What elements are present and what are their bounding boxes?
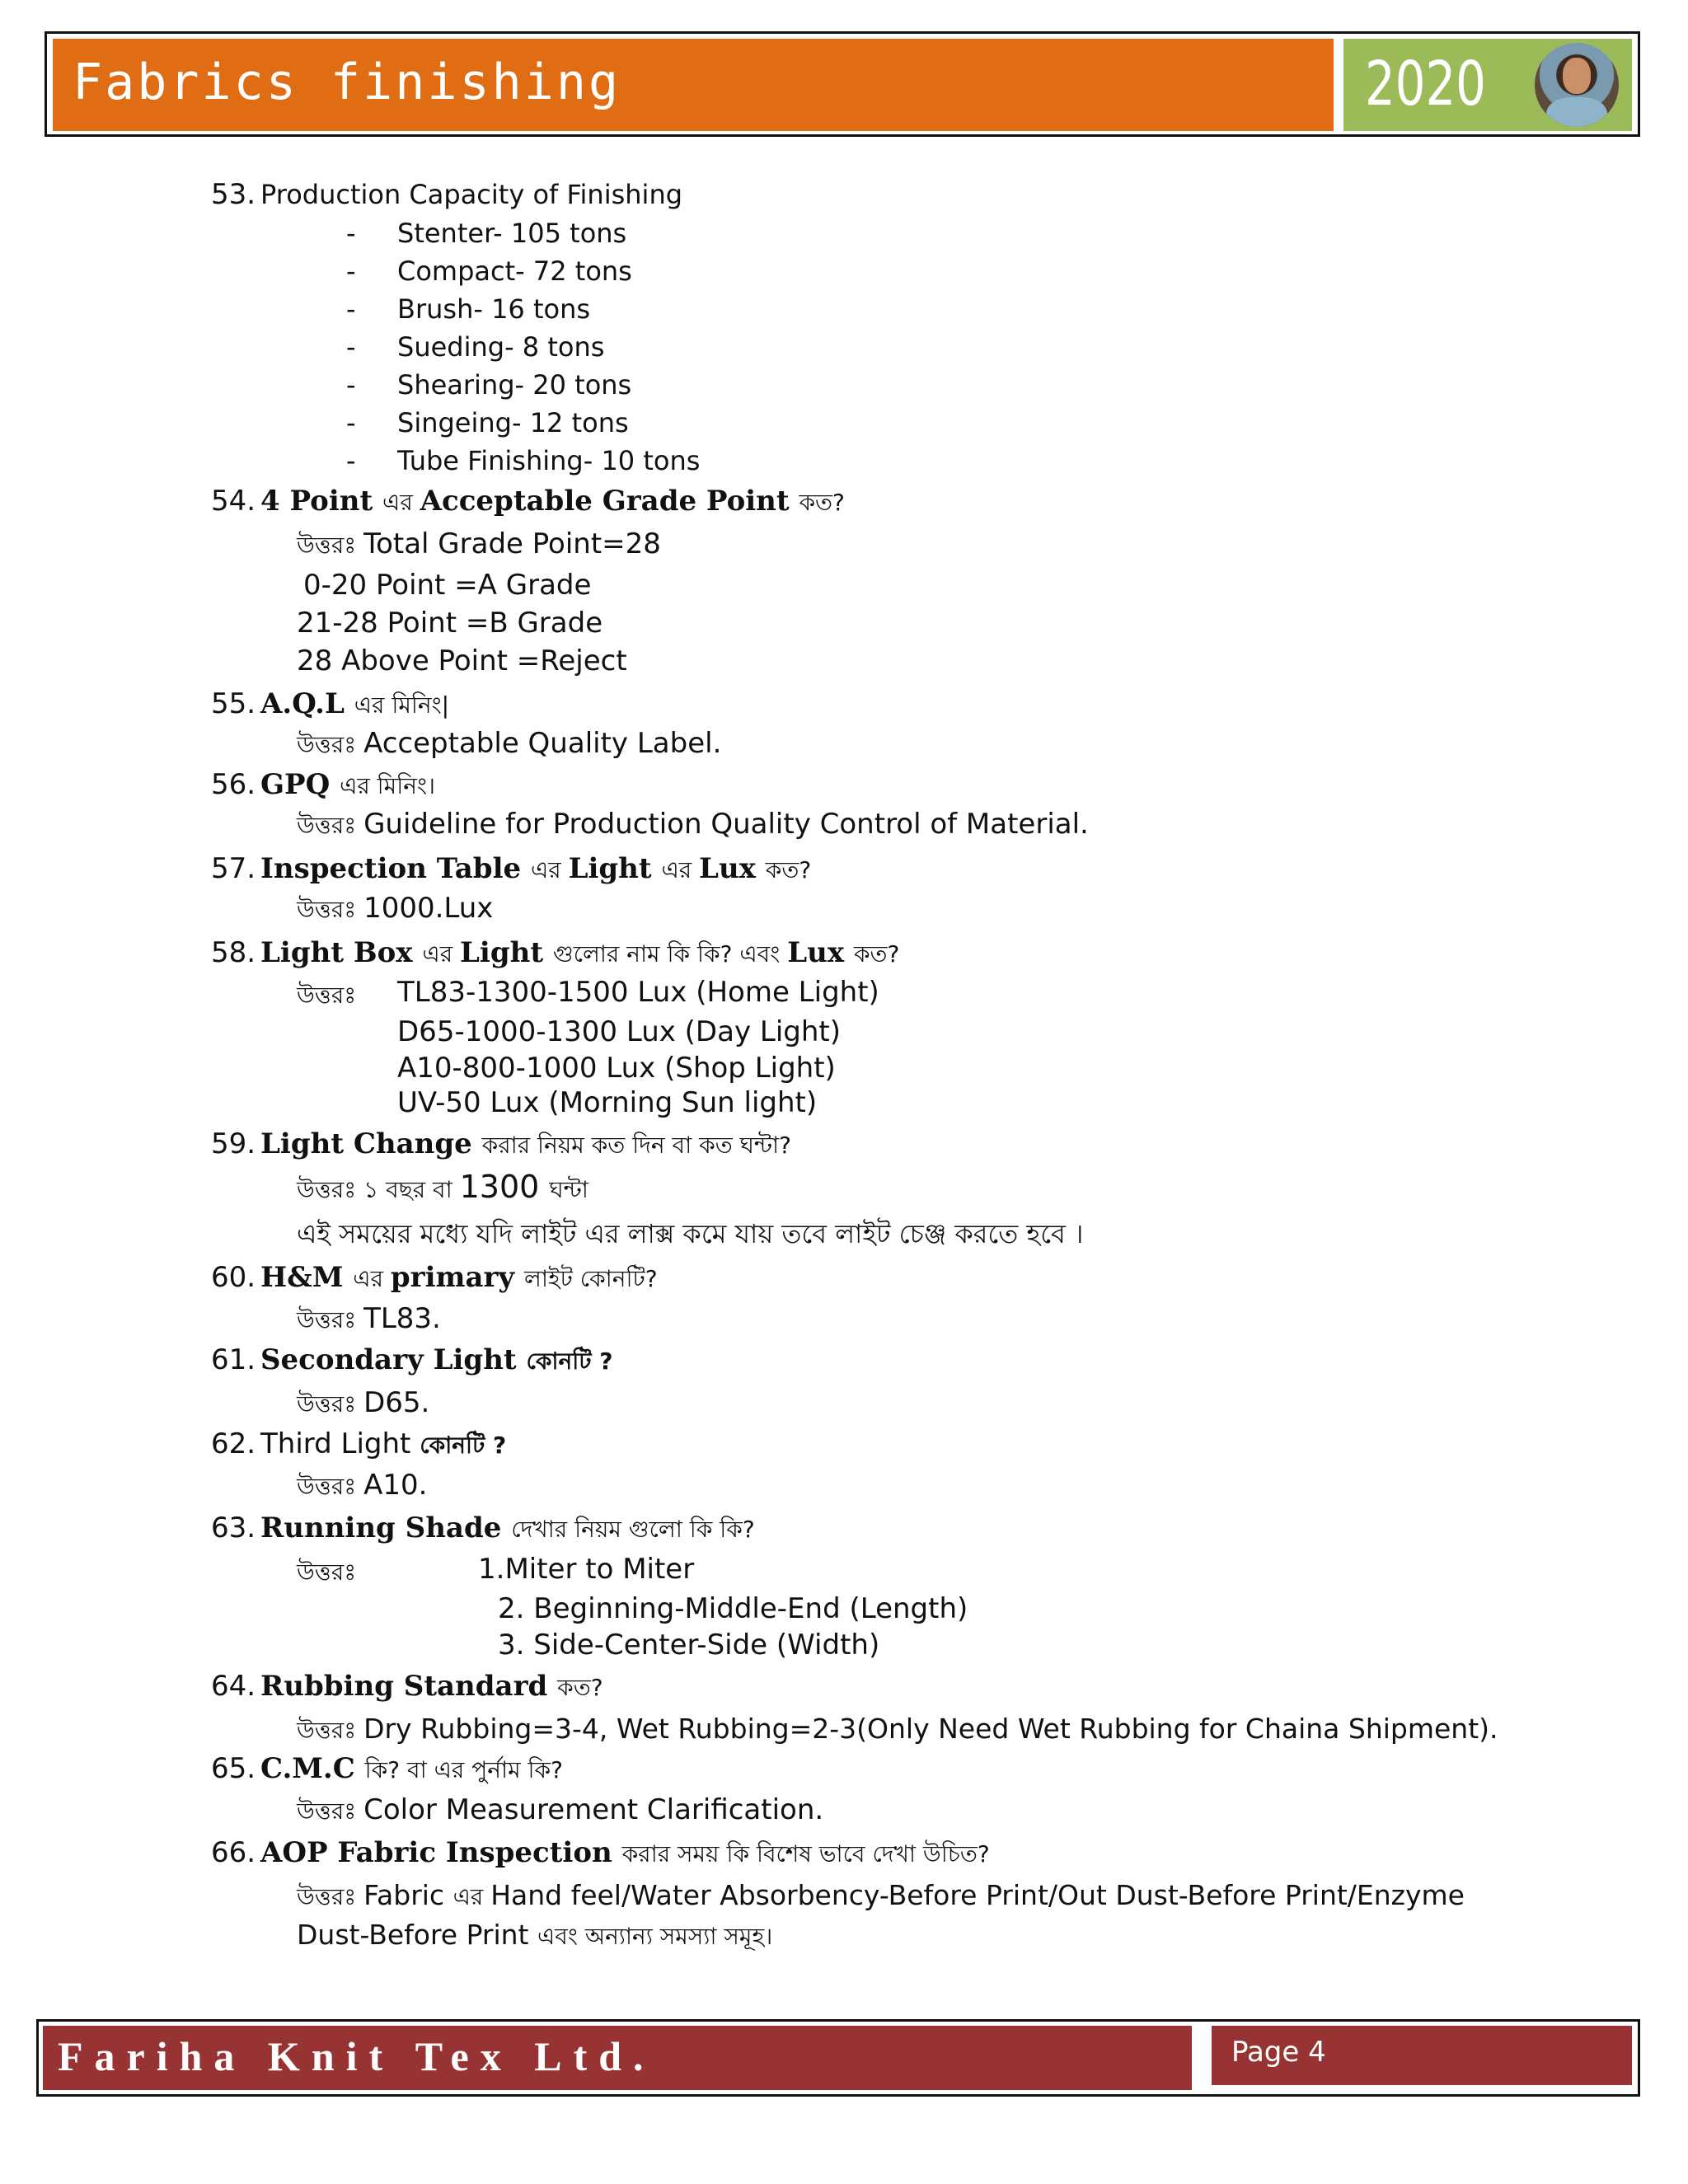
answer-line: TL83-1300-1500 Lux (Home Light) bbox=[397, 976, 879, 1009]
list-item: Stenter- 105 tons bbox=[397, 218, 627, 249]
question-56: 56. GPQ এর মিনিং। bbox=[211, 768, 436, 801]
list-dash: - bbox=[346, 218, 356, 249]
list-dash: - bbox=[346, 407, 356, 438]
answer-line: 28 Above Point =Reject bbox=[297, 644, 627, 677]
question-58: 58. Light Box এর Light গুলোর নাম কি কি? এবং Lux কত? bbox=[211, 936, 900, 969]
list-item: Brush- 16 tons bbox=[397, 293, 591, 325]
answer-58-label: উত্তরঃ bbox=[297, 982, 357, 1009]
list-dash: - bbox=[346, 445, 356, 476]
answer-line: A10-800-1000 Lux (Shop Light) bbox=[397, 1052, 836, 1085]
answer-59: উত্তরঃ ১ বছর বা 1300 ঘন্টা bbox=[297, 1169, 588, 1205]
list-item: Sueding- 8 tons bbox=[397, 331, 605, 363]
answer-62: উত্তরঃ A10. bbox=[297, 1469, 428, 1502]
answer-60: উত্তরঃ TL83. bbox=[297, 1302, 441, 1335]
question-54: 54. 4 Point এর Acceptable Grade Point কত? bbox=[211, 485, 845, 518]
answer-line: 21-28 Point =B Grade bbox=[297, 607, 603, 640]
answer-line: 1.Miter to Miter bbox=[478, 1553, 695, 1586]
answer-line: Dust-Before Print এবং অন্যান্য সমস্যা সমূহ। bbox=[297, 1919, 773, 1951]
question-62: 62. Third Light কোনটি ? bbox=[211, 1427, 507, 1460]
list-dash: - bbox=[346, 331, 356, 363]
header-title-bar bbox=[53, 39, 1334, 131]
page-number: Page 4 bbox=[1231, 2036, 1326, 2069]
footer-company-bar bbox=[43, 2026, 1192, 2090]
author-avatar bbox=[1535, 43, 1619, 127]
question-60: 60. H&M এর primary লাইট কোনটি? bbox=[211, 1261, 658, 1294]
header-year: 2020 bbox=[1365, 49, 1486, 120]
answer-57: উত্তরঃ 1000.Lux bbox=[297, 892, 494, 925]
question-66: 66. AOP Fabric Inspection করার সময় কি বিশেষ ভাবে দেখা উচিত? bbox=[211, 1836, 990, 1869]
list-item: Shearing- 20 tons bbox=[397, 369, 632, 401]
list-dash: - bbox=[346, 255, 356, 287]
question-57: 57. Inspection Table এর Light এর Lux কত? bbox=[211, 852, 812, 885]
answer-65: উত্তরঃ Color Measurement Clarification. bbox=[297, 1793, 824, 1826]
list-item: Compact- 72 tons bbox=[397, 255, 632, 287]
footer-company: Fariha Knit Tex Ltd. bbox=[58, 2033, 655, 2079]
question-53: 53. Production Capacity of Finishing bbox=[211, 178, 683, 211]
answer-64: উত্তরঃ Dry Rubbing=3-4, Wet Rubbing=2-3(Only Need Wet Rubbing for Chaina Shipment). bbox=[297, 1713, 1498, 1745]
question-55: 55. A.Q.L এর মিনিং| bbox=[211, 687, 450, 720]
footer-page-bar bbox=[1212, 2026, 1632, 2085]
list-dash: - bbox=[346, 293, 356, 325]
list-item: Singeing- 12 tons bbox=[397, 407, 629, 438]
answer-63-label: উত্তরঃ bbox=[297, 1558, 357, 1586]
answer-66: উত্তরঃ Fabric এর Hand feel/Water Absorbency-Before Print/Out Dust-Before Print/Enzyme bbox=[297, 1879, 1465, 1911]
question-64: 64. Rubbing Standard কত? bbox=[211, 1670, 603, 1703]
answer-line: D65-1000-1300 Lux (Day Light) bbox=[397, 1015, 841, 1048]
list-dash: - bbox=[346, 369, 356, 401]
answer-55: উত্তরঃ Acceptable Quality Label. bbox=[297, 727, 722, 760]
answer-line: 3. Side-Center-Side (Width) bbox=[498, 1629, 880, 1661]
question-61: 61. Secondary Light কোনটি ? bbox=[211, 1343, 613, 1376]
answer-56: উত্তরঃ Guideline for Production Quality Control of Material. bbox=[297, 808, 1089, 841]
answer-line: UV-50 Lux (Morning Sun light) bbox=[397, 1086, 818, 1119]
answer-61: উত্তরঃ D65. bbox=[297, 1386, 430, 1419]
page-title: Fabrics finishing bbox=[73, 54, 621, 111]
header-year-bar bbox=[1343, 39, 1632, 131]
answer-note: এই সময়ের মধ্যে যদি লাইট এর লাক্স কমে যায় তবে লাইট চেঞ্জ করতে হবে । bbox=[297, 1218, 1084, 1249]
answer-line: 0-20 Point =A Grade bbox=[303, 569, 592, 602]
answer-line: 2. Beginning-Middle-End (Length) bbox=[498, 1592, 968, 1625]
question-63: 63. Running Shade দেখার নিয়ম গুলো কি কি? bbox=[211, 1511, 755, 1544]
list-item: Tube Finishing- 10 tons bbox=[397, 445, 701, 476]
question-59: 59. Light Change করার নিয়ম কত দিন বা কত ঘন্টা? bbox=[211, 1127, 791, 1160]
question-65: 65. C.M.C কি? বা এর পুর্নাম কি? bbox=[211, 1752, 563, 1785]
answer-54: উত্তরঃ Total Grade Point=28 bbox=[297, 527, 661, 560]
